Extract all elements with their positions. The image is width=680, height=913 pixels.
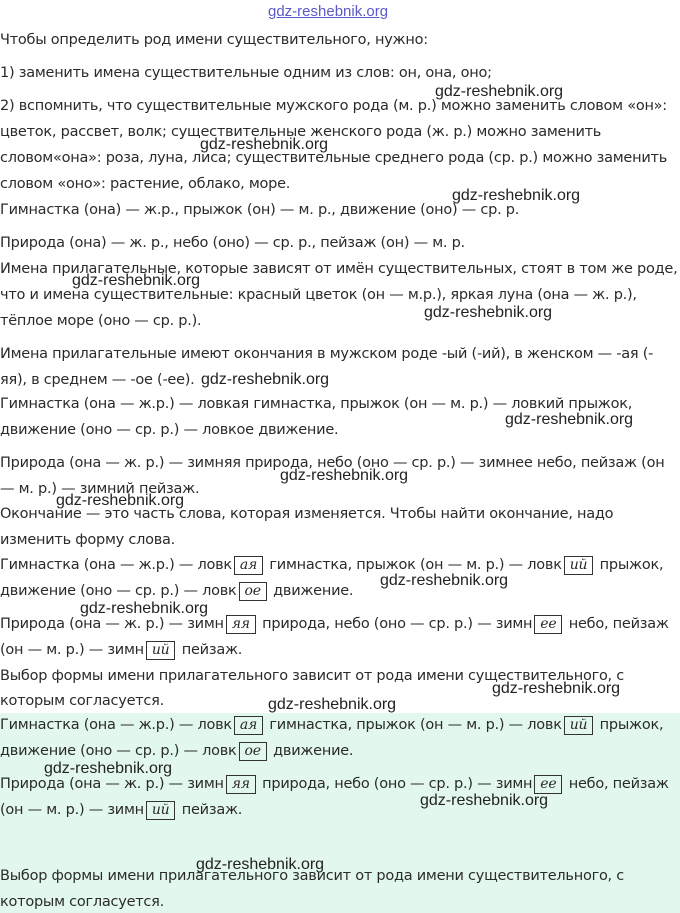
text: прыжок, bbox=[595, 557, 664, 573]
adjective-rule-line: Имена прилагательные, которые зависят от имён существительных, стоят в том же роде, bbox=[0, 261, 678, 277]
ending-box: ий bbox=[146, 801, 176, 820]
example-line: — м. р.) — зимний пейзаж. bbox=[0, 481, 200, 497]
watermark: gdz-reshebnik.org bbox=[56, 492, 185, 509]
intro-line: словом «оно»: растение, облако, море. bbox=[0, 176, 291, 192]
watermark: gdz-reshebnik.org bbox=[80, 600, 209, 617]
watermark: gdz-reshebnik.org bbox=[424, 304, 553, 321]
ending-box: ая bbox=[234, 556, 263, 575]
watermark: gdz-reshebnik.org bbox=[201, 371, 330, 388]
text: природа, небо (оно — ср. р.) — зимн bbox=[257, 616, 533, 632]
conclusion-line: Выбор формы имени прилагательного зависит от рода имени существительного, с bbox=[0, 668, 625, 684]
ending-definition-line: Окончание — это часть слова, которая изменяется. Чтобы найти окончание, надо bbox=[0, 506, 614, 522]
answer-line bbox=[0, 741, 353, 761]
watermark: gdz-reshebnik.org bbox=[268, 696, 397, 713]
adjective-rule-line: тёплое море (оно — ср. р.). bbox=[0, 313, 202, 329]
ending-box: ое bbox=[239, 742, 267, 761]
watermark: gdz-reshebnik.org bbox=[380, 572, 509, 589]
watermark: gdz-reshebnik.org bbox=[72, 272, 201, 289]
example-line: Гимнастка (она — ж.р.) — ловкая гимнастка, прыжок (он — м. р.) — ловкий прыжок, bbox=[0, 396, 633, 412]
watermark: gdz-reshebnik.org bbox=[492, 680, 621, 697]
watermark: gdz-reshebnik.org bbox=[196, 856, 325, 873]
endings-rule-line: яя), в среднем — -ое (-ее). bbox=[0, 372, 195, 388]
text: Природа (она — ж. р.) — зимн bbox=[0, 776, 224, 792]
intro-line: словом«она»: роза, луна, лиса; существительные среднего рода (ср. р.) можно заменить bbox=[0, 150, 667, 166]
intro-line: 2) вспомнить, что существительные мужского рода (м. р.) можно заменить словом «он»: bbox=[0, 98, 667, 114]
ending-box: яя bbox=[226, 775, 256, 794]
ending-box: ее bbox=[534, 615, 562, 634]
text: (он — м. р.) — зимн bbox=[0, 802, 144, 818]
intro-line: 1) заменить имена существительные одним из слов: он, она, оно; bbox=[0, 65, 492, 81]
ending-box: ий bbox=[146, 641, 176, 660]
answer-conclusion-line: которым согласуется. bbox=[0, 894, 164, 910]
ending-box: ое bbox=[239, 582, 267, 601]
example-line: движение (оно — ср. р.) — ловкое движение. bbox=[0, 422, 339, 438]
gender-line: Гимнастка (она) — ж.р., прыжок (он) — м. р., движение (оно) — ср. р. bbox=[0, 202, 520, 218]
watermark: gdz-reshebnik.org bbox=[452, 187, 581, 204]
text: небо, пейзаж bbox=[564, 616, 669, 632]
text: гимнастка, прыжок (он — м. р.) — ловк bbox=[265, 557, 562, 573]
text: (он — м. р.) — зимн bbox=[0, 642, 144, 658]
text: движение. bbox=[268, 583, 354, 599]
conclusion-line: которым согласуется. bbox=[0, 693, 164, 709]
ending-box: яя bbox=[226, 615, 256, 634]
ending-box: ая bbox=[234, 716, 263, 735]
ending-box: ее bbox=[534, 775, 562, 794]
intro-line: Чтобы определить род имени существительного, нужно: bbox=[0, 32, 428, 48]
watermark: gdz-reshebnik.org bbox=[435, 83, 564, 100]
text: природа, небо (оно — ср. р.) — зимн bbox=[257, 776, 533, 792]
text: движение (оно — ср. р.) — ловк bbox=[0, 743, 237, 759]
watermark: gdz-reshebnik.org bbox=[44, 760, 173, 777]
endings-rule-line: Имена прилагательные имеют окончания в мужском роде -ый (-ий), в женском — -ая (- bbox=[0, 346, 654, 362]
text: прыжок, bbox=[595, 717, 664, 733]
text: гимнастка, прыжок (он — м. р.) — ловк bbox=[265, 717, 562, 733]
adjective-rule-line: что и имена существительные: красный цветок (он — м.р.), яркая луна (она — ж. р.), bbox=[0, 287, 637, 303]
answer-line bbox=[0, 800, 242, 820]
intro-line: цветок, рассвет, волк; существительные женского рода (ж. р.) можно заменить bbox=[0, 124, 602, 140]
text: Природа (она — ж. р.) — зимн bbox=[0, 616, 224, 632]
ending-definition-line: изменить форму слова. bbox=[0, 532, 176, 548]
text: небо, пейзаж bbox=[564, 776, 669, 792]
answer-conclusion-line: Выбор формы имени прилагательного зависит от рода имени существительного, с bbox=[0, 868, 625, 884]
gender-line: Природа (она) — ж. р., небо (оно) — ср. р., пейзаж (он) — м. р. bbox=[0, 235, 465, 251]
example-line: Природа (она — ж. р.) — зимняя природа, небо (оно — ср. р.) — зимнее небо, пейзаж (он bbox=[0, 455, 665, 471]
answer-line bbox=[0, 774, 669, 794]
ending-box: ий bbox=[564, 716, 594, 735]
boxed-example-line bbox=[0, 614, 669, 634]
text: движение. bbox=[268, 743, 354, 759]
text: движение (оно — ср. р.) — ловк bbox=[0, 583, 237, 599]
watermark: gdz-reshebnik.org bbox=[280, 467, 409, 484]
watermark: gdz-reshebnik.org bbox=[505, 411, 634, 428]
boxed-example-line bbox=[0, 581, 353, 601]
boxed-example-line bbox=[0, 555, 663, 575]
answer-line bbox=[0, 715, 663, 735]
watermark: gdz-reshebnik.org bbox=[200, 136, 329, 153]
boxed-example-line bbox=[0, 640, 242, 660]
text: пейзаж. bbox=[177, 642, 243, 658]
watermark: gdz-reshebnik.org bbox=[420, 792, 549, 809]
text: Гимнастка (она — ж.р.) — ловк bbox=[0, 557, 232, 573]
watermark-top[interactable]: gdz-reshebnik.org bbox=[268, 3, 389, 20]
text: пейзаж. bbox=[177, 802, 243, 818]
ending-box: ий bbox=[564, 556, 594, 575]
text: Гимнастка (она — ж.р.) — ловк bbox=[0, 717, 232, 733]
